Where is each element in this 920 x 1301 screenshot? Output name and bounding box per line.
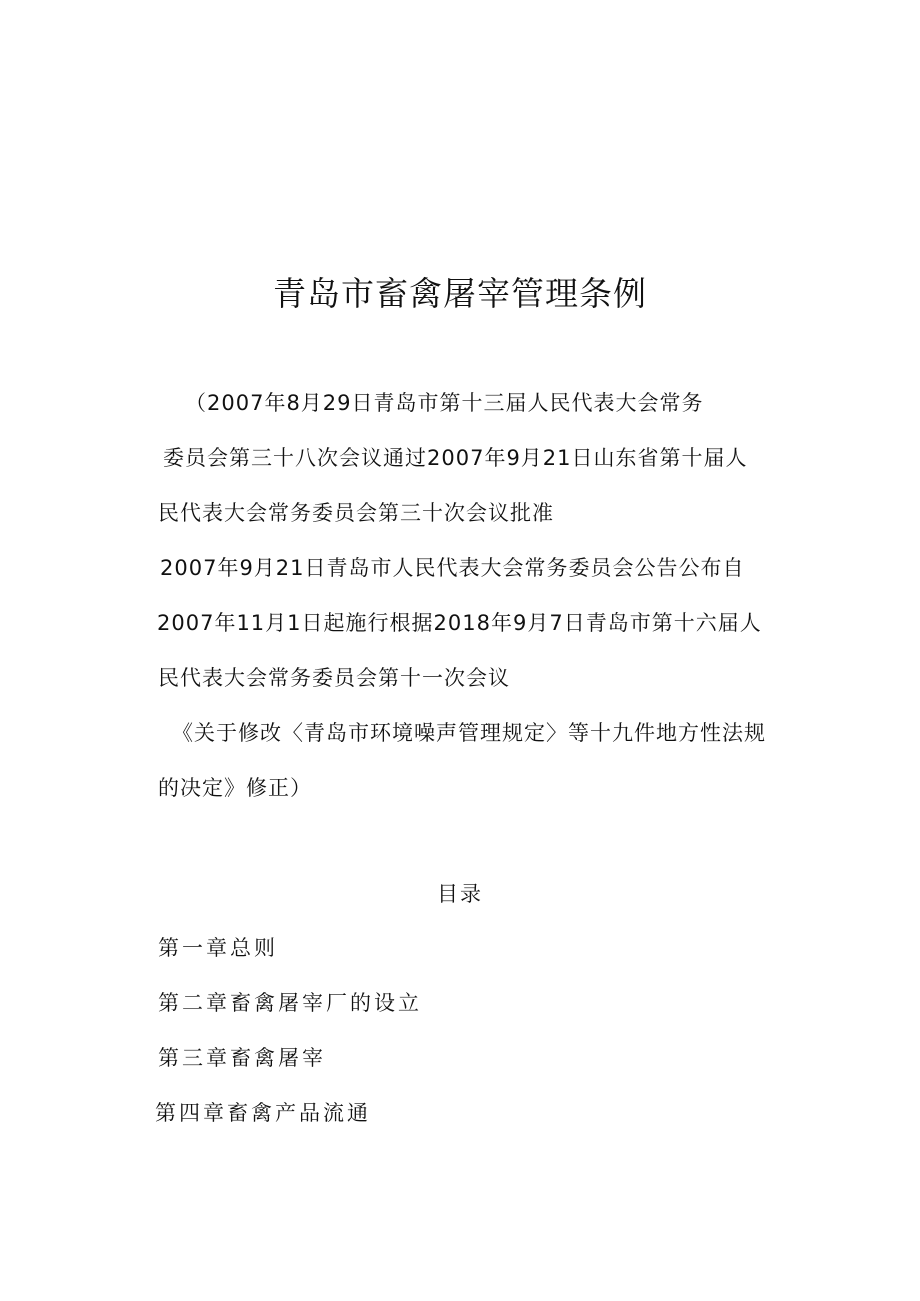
preamble-line: 2007年11月1日起施行根据2018年9月7日青岛市第十六届人 xyxy=(157,611,762,635)
preamble-line: 民代表大会常务委员会第十一次会议 xyxy=(158,666,510,690)
toc-item: 第一章总则 xyxy=(158,936,278,960)
preamble-line: 2007年9月21日青岛市人民代表大会常务委员会公告公布自 xyxy=(160,556,745,580)
toc-item: 第三章畜禽屠宰 xyxy=(158,1046,326,1070)
preamble-line: 民代表大会常务委员会第三十次会议批准 xyxy=(158,501,554,525)
toc-item: 第二章畜禽屠宰厂的设立 xyxy=(158,991,422,1015)
preamble-line: 的决定》修正） xyxy=(158,776,312,800)
preamble-line: 《关于修改〈青岛市环境噪声管理规定〉等十九件地方性法规 xyxy=(172,721,766,745)
document-title: 青岛市畜禽屠宰管理条例 xyxy=(273,274,647,313)
toc-item: 第四章畜禽产品流通 xyxy=(155,1101,371,1125)
preamble-line: 委员会第三十八次会议通过2007年9月21日山东省第十届人 xyxy=(163,446,748,470)
toc-heading: 目录 xyxy=(437,882,483,906)
preamble-line: （2007年8月29日青岛市第十三届人民代表大会常务 xyxy=(185,391,704,415)
